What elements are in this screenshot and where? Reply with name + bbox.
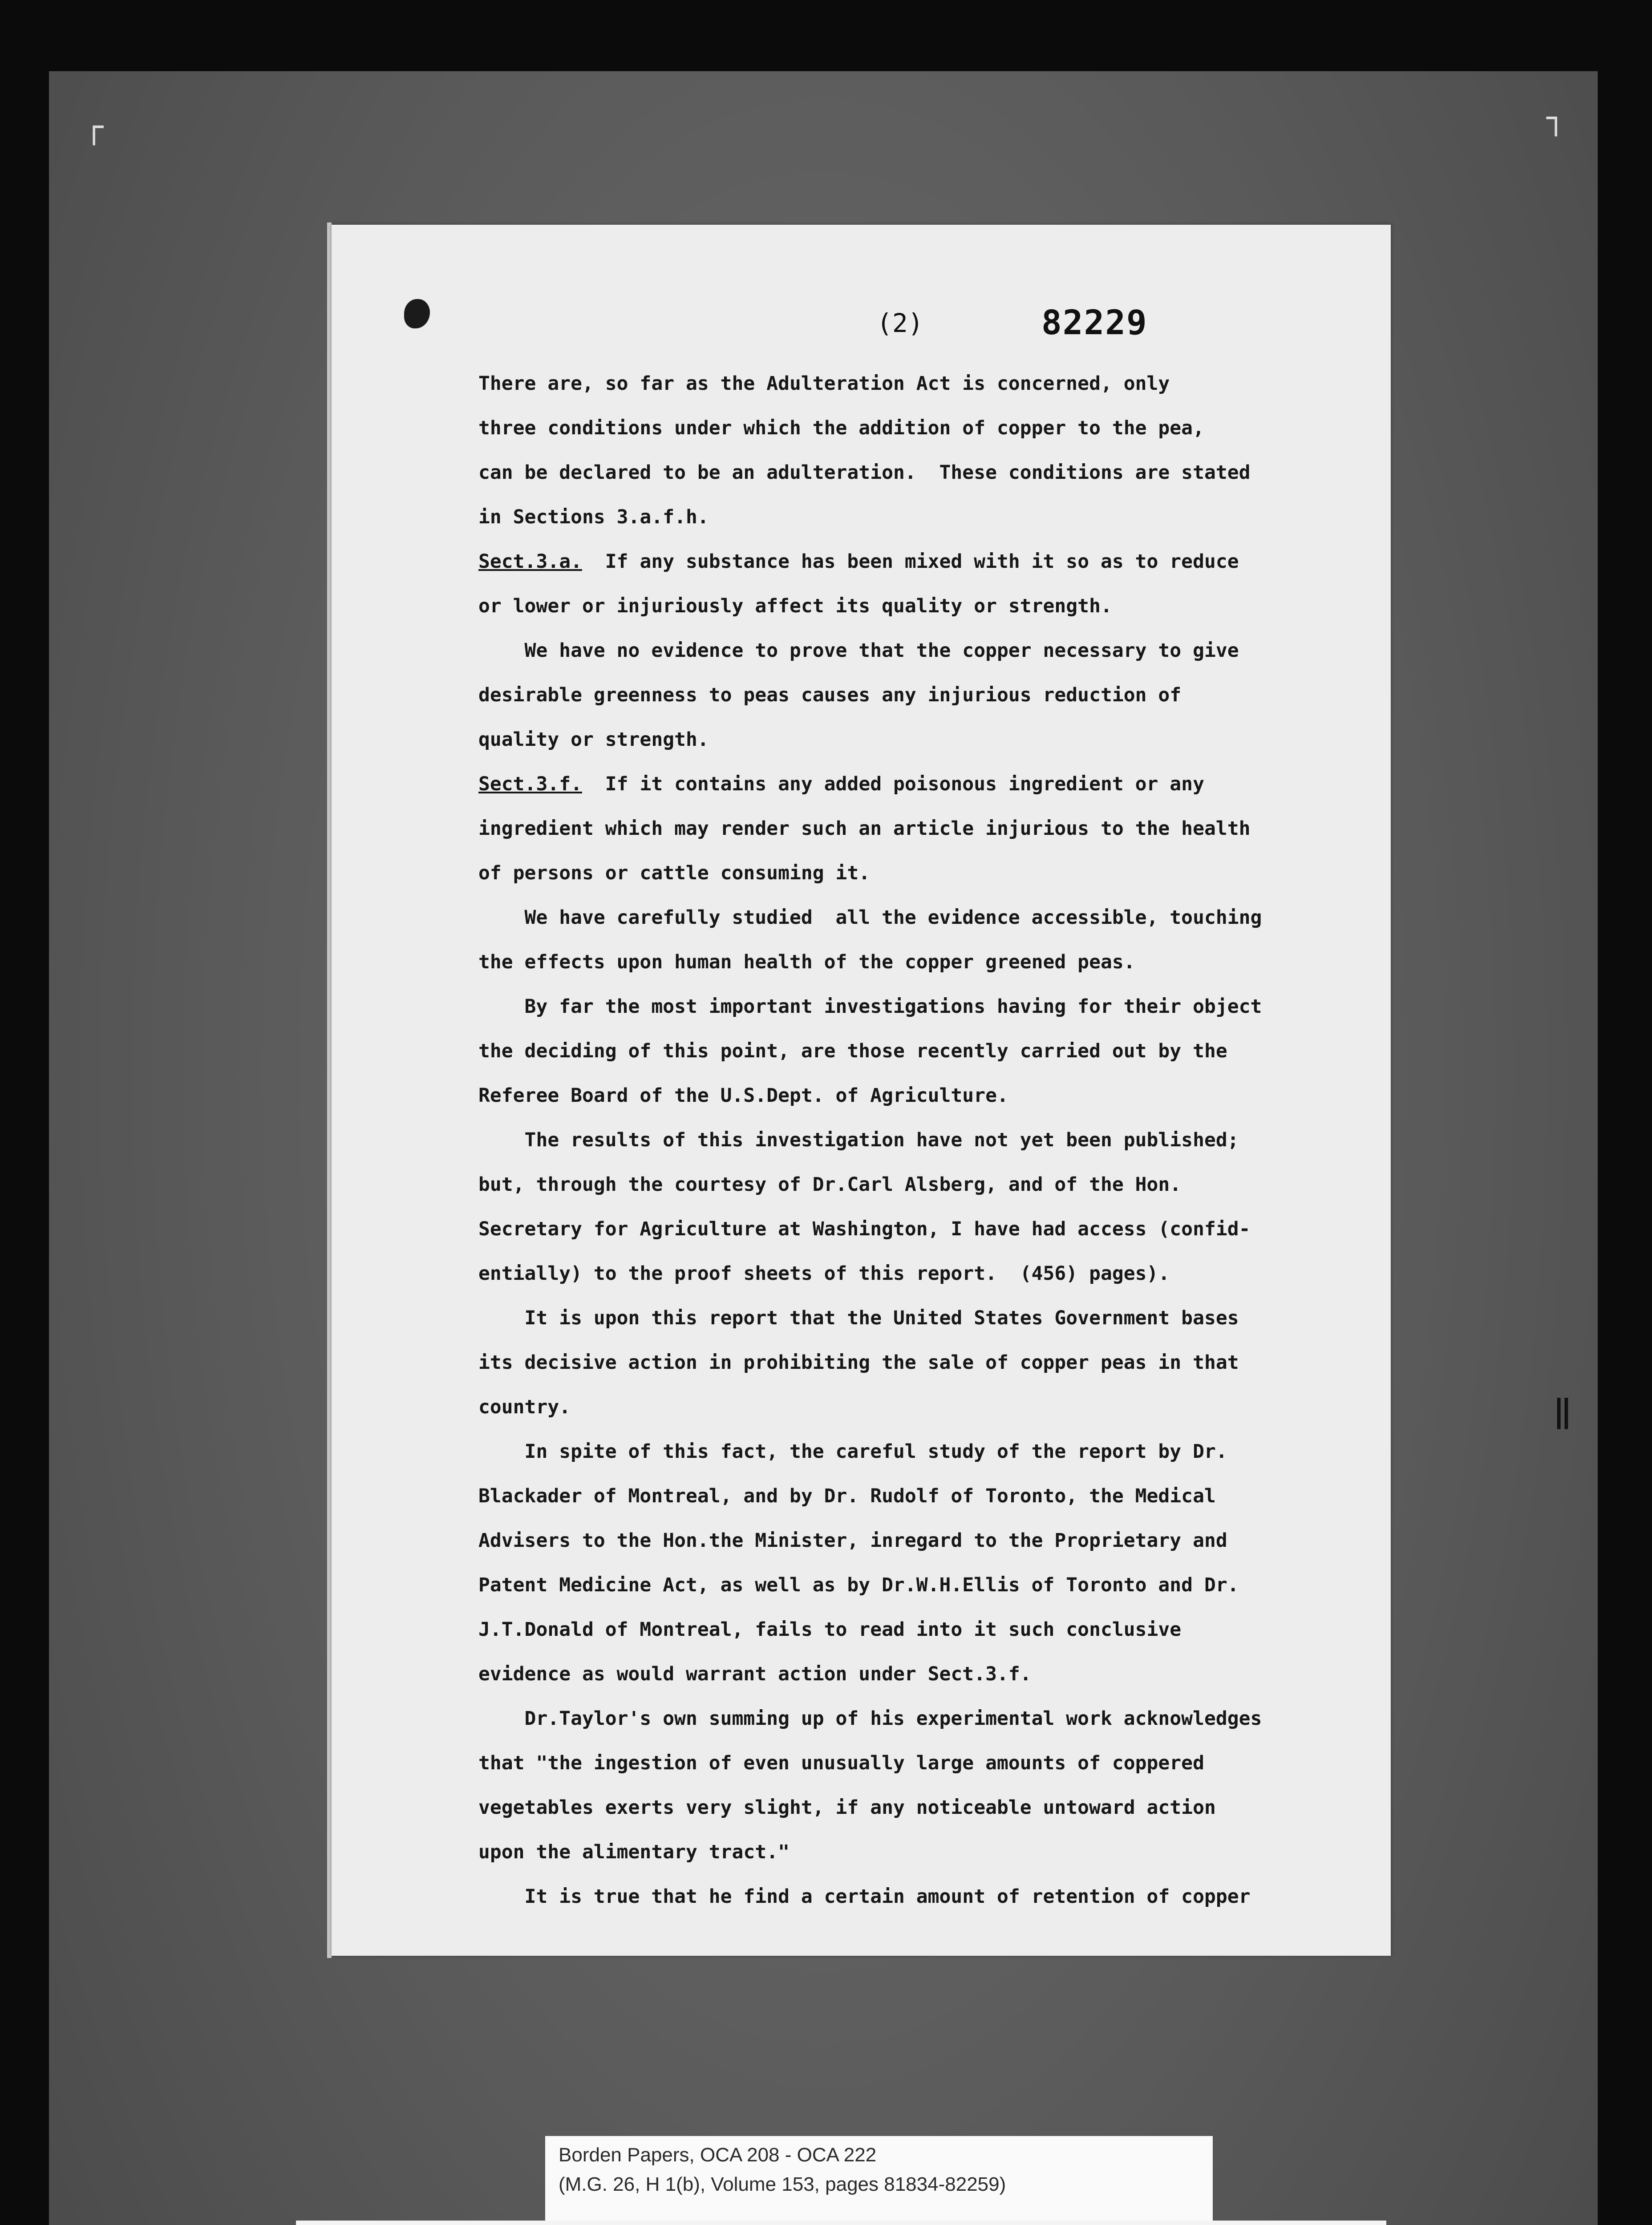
document-body (478, 361, 1391, 1919)
reference-label (545, 2136, 1213, 2225)
section-reference: Sect.3.a. (478, 550, 582, 573)
text-line: of persons or cattle consuming it. (478, 862, 871, 884)
archive-stamp (296, 2221, 1386, 2225)
section-heading-line: Sect.3.a. If any substance has been mixed with it so as to reduce (478, 550, 1239, 573)
text-line: can be declared to be an adulteration. These conditions are stated (478, 461, 1251, 484)
text-line: It is upon this report that the United States Government bases (478, 1307, 1239, 1329)
text-line: We have no evidence to prove that the copper necessary to give (478, 639, 1239, 662)
margin-mark: ‖ (1553, 1393, 1572, 1429)
text-line: that "the ingestion of even unusually large amounts of coppered (478, 1752, 1204, 1774)
text-line: Patent Medicine Act, as well as by Dr.W.H.Ellis of Toronto and Dr. (478, 1574, 1239, 1596)
text-line: the effects upon human health of the copper greened peas. (478, 951, 1135, 973)
section-heading-line: Sect.3.f. If it contains any added poisonous ingredient or any (478, 773, 1204, 795)
text-line: desirable greenness to peas causes any injurious reduction of (478, 684, 1182, 706)
text-line: Referee Board of the U.S.Dept. of Agriculture. (478, 1084, 1008, 1107)
text-line: or lower or injuriously affect its quality or strength. (478, 595, 1112, 617)
text-line: but, through the courtesy of Dr.Carl Alsberg, and of the Hon. (478, 1173, 1182, 1196)
text-line: Secretary for Agriculture at Washington, I have had access (confid- (478, 1218, 1251, 1240)
text-line: Dr.Taylor's own summing up of his experimental work acknowledges (478, 1707, 1262, 1730)
text-line: its decisive action in prohibiting the sale of copper peas in that (478, 1351, 1239, 1374)
text-line: There are, so far as the Adulteration Act is concerned, only (478, 372, 1170, 395)
text-line: three conditions under which the addition of copper to the pea, (478, 417, 1204, 439)
reference-collection: Borden Papers, OCA 208 - OCA 222 (559, 2144, 877, 2166)
text-line: quality or strength. (478, 728, 709, 751)
document-number: 82229 (1041, 303, 1148, 342)
text-line: We have carefully studied all the evidence accessible, touching (478, 906, 1262, 929)
text-line: Blackader of Montreal, and by Dr. Rudolf of Toronto, the Medical (478, 1485, 1216, 1507)
text-line: vegetables exerts very slight, if any noticeable untoward action (478, 1796, 1216, 1819)
text-line: the deciding of this point, are those recently carried out by the (478, 1040, 1227, 1062)
crop-mark-top-right: ┐ (1547, 100, 1566, 136)
crop-mark-top-left: ┌ (85, 109, 104, 145)
text-line: entially) to the proof sheets of this report. (456) pages). (478, 1262, 1170, 1285)
text-line: ingredient which may render such an article injurious to the health (478, 817, 1251, 840)
text-line: J.T.Donald of Montreal, fails to read into it such conclusive (478, 1618, 1182, 1641)
paper-edge (327, 222, 332, 1958)
text-line: upon the alimentary tract." (478, 1841, 790, 1863)
text-line: Advisers to the Hon.the Minister, inregard to the Proprietary and (478, 1529, 1227, 1552)
text-line: It is true that he find a certain amount of retention of copper (478, 1885, 1251, 1908)
page-number: (2) (877, 308, 923, 338)
text-line: In spite of this fact, the careful study of the report by Dr. (478, 1440, 1227, 1463)
text-line: The results of this investigation have not yet been published; (478, 1129, 1239, 1151)
text-line: evidence as would warrant action under Sect.3.f. (478, 1663, 1032, 1685)
text-line: By far the most important investigations having for their object (478, 995, 1262, 1018)
section-reference: Sect.3.f. (478, 773, 582, 795)
reference-volume: (M.G. 26, H 1(b), Volume 153, pages 81834-82259) (559, 2173, 1006, 2195)
text-line: country. (478, 1396, 571, 1418)
text-line: in Sections 3.a.f.h. (478, 506, 709, 528)
